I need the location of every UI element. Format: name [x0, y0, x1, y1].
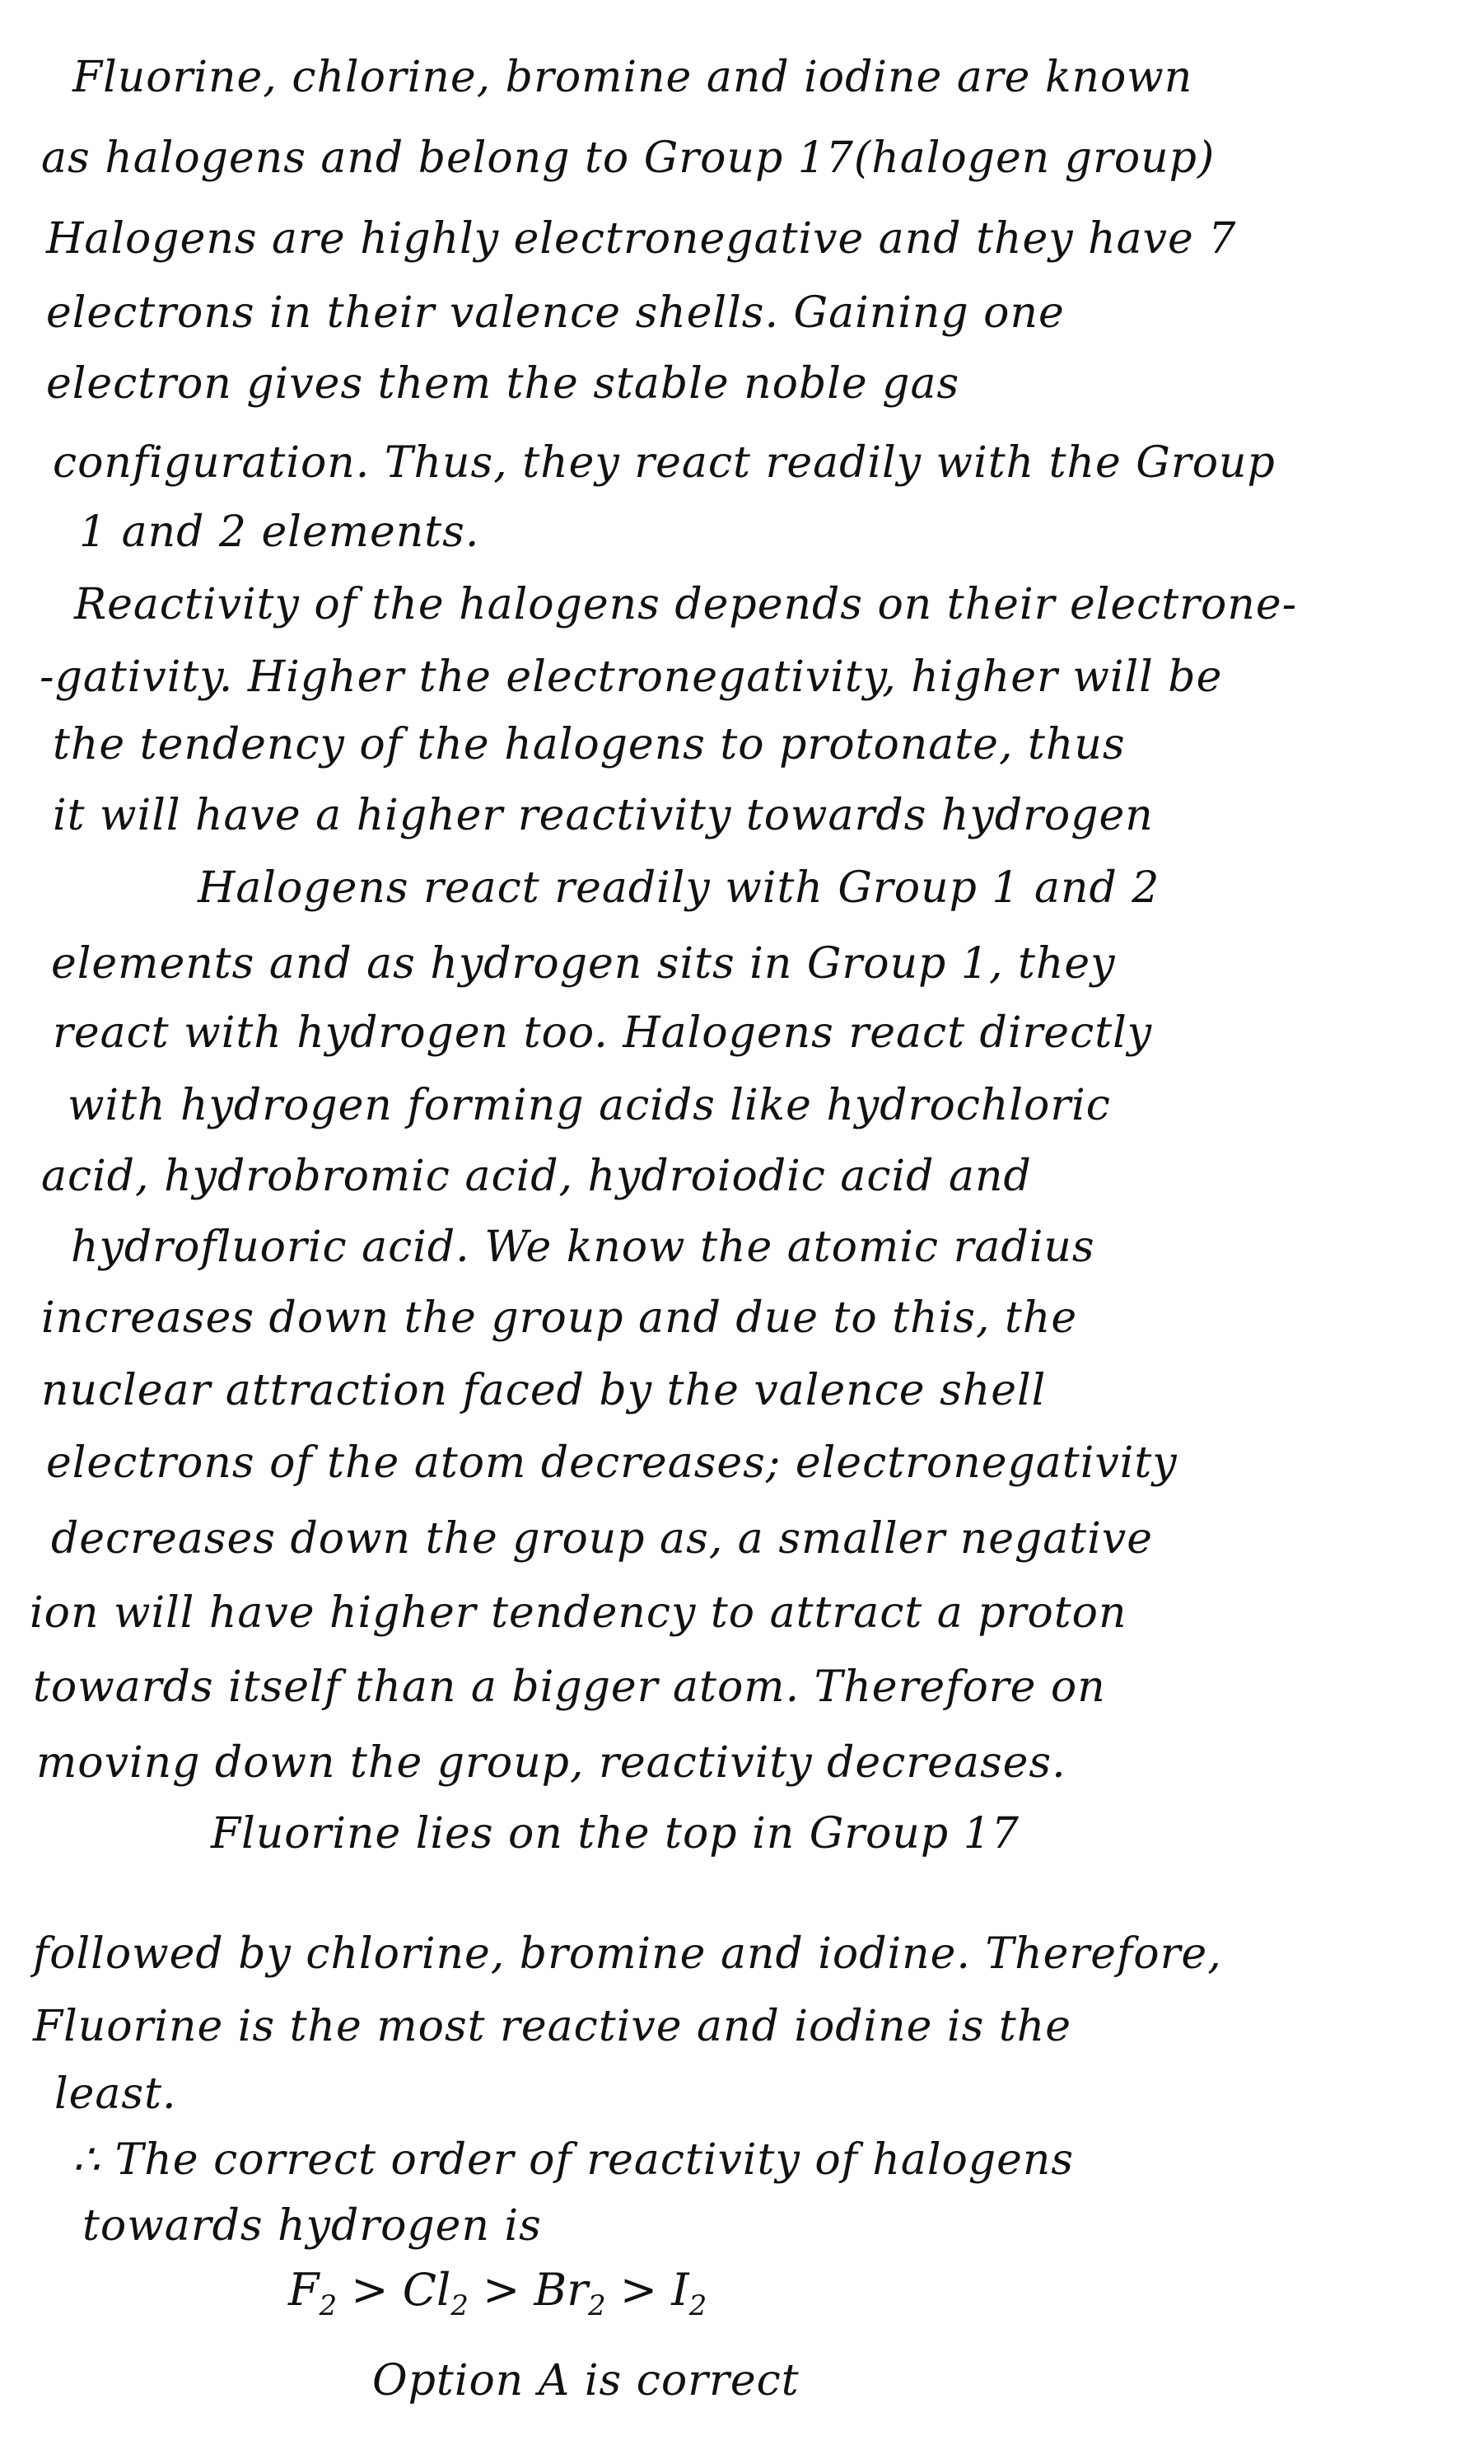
greater-than-symbol: > — [351, 2264, 389, 2316]
chlorine-symbol: Cl — [402, 2264, 451, 2316]
text-line: Fluorine lies on the top in Group 17 — [211, 1809, 1020, 1859]
subscript: 2 — [588, 2289, 606, 2322]
text-line: electron gives them the stable noble gas — [46, 359, 960, 409]
text-line: react with hydrogen too. Halogens react directly — [53, 1008, 1153, 1058]
text-line: towards itself than a bigger atom. Therefore on — [33, 1662, 1106, 1712]
fluorine-symbol: F — [288, 2264, 320, 2316]
iodine-symbol: I — [671, 2264, 689, 2316]
greater-than-symbol: > — [483, 2264, 520, 2316]
text-line: towards hydrogen is — [82, 2201, 542, 2251]
text-line: it will have a higher reactivity towards hydrogen — [53, 791, 1154, 840]
text-line: acid, hydrobromic acid, hydroiodic acid and — [41, 1152, 1032, 1201]
text-line: elements and as hydrogen sits in Group 1, they — [51, 939, 1116, 989]
text-line: increases down the group and due to this, the — [41, 1293, 1078, 1343]
reactivity-order-equation — [288, 2264, 707, 2332]
bromine-symbol: Br — [534, 2264, 589, 2316]
text-line: 1 and 2 elements. — [79, 507, 480, 557]
text-line: Halogens are highly electronegative and they have 7 — [46, 214, 1237, 264]
subscript: 2 — [688, 2289, 707, 2322]
text-line: as halogens and belong to Group 17(halogen group) — [41, 133, 1216, 183]
text-line: Fluorine, chlorine, bromine and iodine are known — [72, 53, 1193, 102]
text-line: ∴ The correct order of reactivity of halogens — [72, 2135, 1075, 2185]
text-line: Reactivity of the halogens depends on their electrone- — [74, 580, 1298, 629]
text-line: nuclear attraction faced by the valence shell — [41, 1366, 1047, 1415]
text-line: least. — [54, 2069, 177, 2119]
text-line: decreases down the group as, a smaller negative — [51, 1514, 1153, 1564]
greater-than-symbol: > — [619, 2264, 658, 2316]
text-line: configuration. Thus, they react readily with the Group — [53, 438, 1276, 488]
text-line: the tendency of the halogens to protonate, thus — [53, 720, 1126, 769]
text-line: moving down the group, reactivity decreases. — [36, 1738, 1066, 1788]
text-line: -gativity. Higher the electronegativity, higher will be — [40, 652, 1223, 702]
text-line: Fluorine is the most reactive and iodine is the — [33, 2002, 1071, 2051]
answer-line: Option A is correct — [372, 2356, 800, 2406]
text-line: Halogens react readily with Group 1 and 2 — [198, 863, 1160, 913]
text-line: electrons in their valence shells. Gaining one — [46, 288, 1065, 338]
text-line: ion will have higher tendency to attract a proton — [30, 1588, 1127, 1638]
text-line: hydrofluoric acid. We know the atomic radius — [71, 1223, 1095, 1272]
subscript: 2 — [450, 2289, 469, 2322]
text-line: followed by chlorine, bromine and iodine. Therefore, — [33, 1929, 1222, 1979]
text-line: electrons of the atom decreases; electronegativity — [46, 1438, 1178, 1488]
text-line: with hydrogen forming acids like hydrochloric — [68, 1081, 1111, 1130]
subscript: 2 — [319, 2289, 338, 2322]
